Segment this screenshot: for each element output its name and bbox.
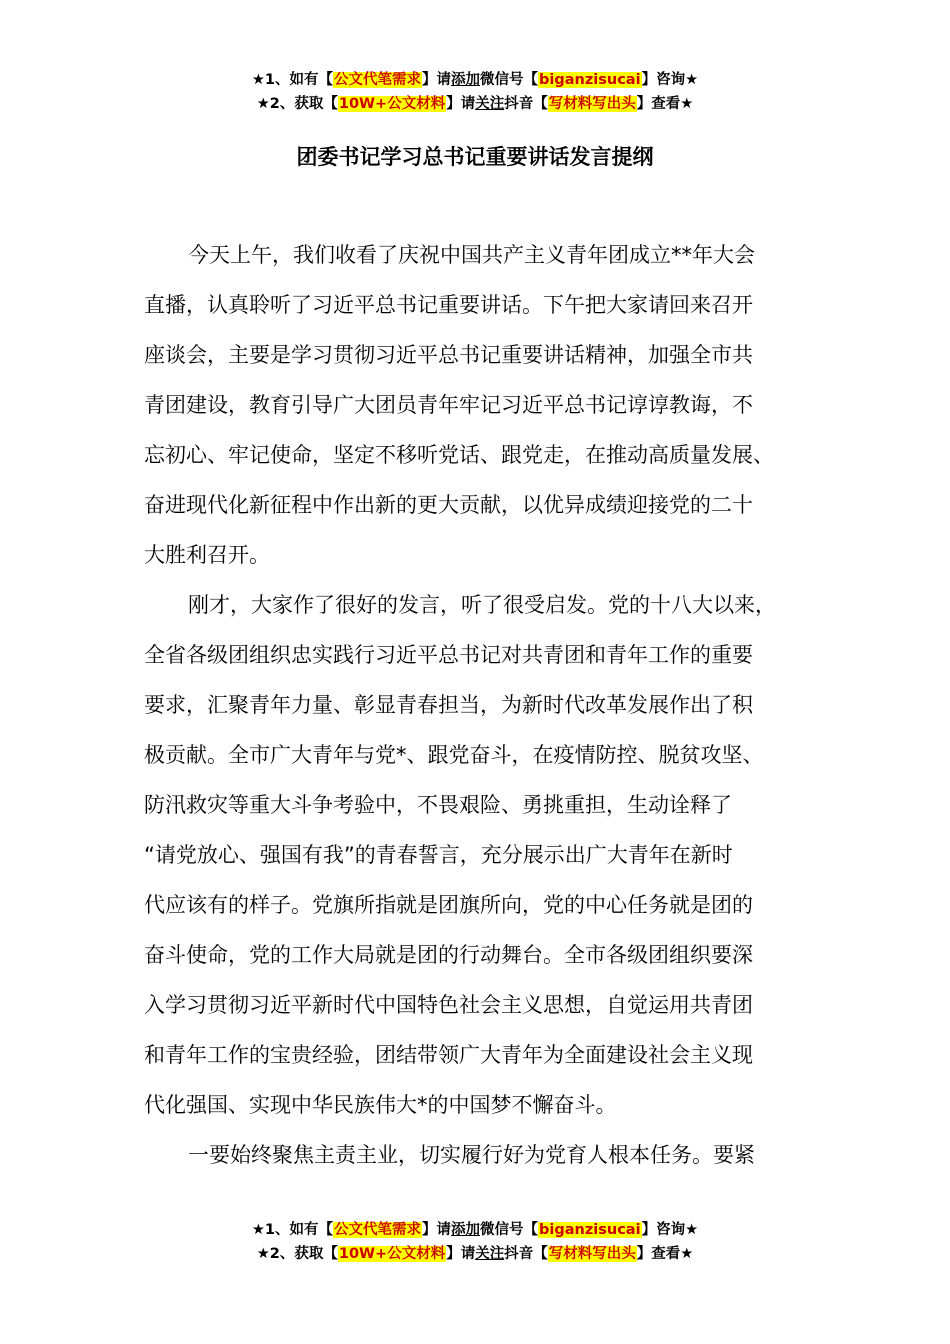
banner-text: 】请 <box>446 96 476 112</box>
banner-text: 】请 <box>446 1246 476 1262</box>
banner-text: 】请 <box>422 1222 452 1238</box>
paragraph-line: 座谈会，主要是学习贯彻习近平总书记重要讲话精神，加强全市共 <box>144 343 753 367</box>
banner-text: ★1、如有【 <box>251 72 334 88</box>
paragraph-line: 代化强国、实现中华民族伟大*的中国梦不懈奋斗。 <box>144 1093 617 1117</box>
paragraph-line: 奋进现代化新征程中作出新的更大贡献，以优异成绩迎接党的二十 <box>144 493 753 517</box>
banner-text: 】咨询★ <box>641 72 699 88</box>
paragraph-line: 刚才，大家作了很好的发言，听了很受启发。党的十八大以来， <box>188 593 776 617</box>
paragraph-line: 要求，汇聚青年力量、彰显青春担当，为新时代改革发展作出了积 <box>144 693 753 717</box>
footer-banner <box>0 1218 950 1266</box>
paragraph-line: 全省各级团组织忠实践行习近平总书记对共青团和青年工作的重要 <box>144 643 753 667</box>
banner-highlight: biganzisucai <box>539 1222 641 1238</box>
footer-banner-line-1 <box>0 1218 950 1242</box>
banner-underlined-text: 关注 <box>475 1246 505 1262</box>
banner-text: 抖音【 <box>504 96 548 112</box>
paragraph-line: 代应该有的样子。党旗所指就是团旗所向，党的中心任务就是团的 <box>144 893 753 917</box>
banner-underlined-text: 添加 <box>451 1222 481 1238</box>
banner-text: 微信号【 <box>480 1222 539 1238</box>
banner-highlight: 10W+公文材料 <box>338 96 446 112</box>
banner-text: ★2、获取【 <box>256 1246 338 1262</box>
paragraph-line: 入学习贯彻习近平新时代中国特色社会主义思想，自觉运用共青团 <box>144 993 753 1017</box>
footer-banner-line-2 <box>0 1242 950 1266</box>
paragraph-line: 青团建设，教育引导广大团员青年牢记习近平总书记谆谆教诲，不 <box>144 393 753 417</box>
banner-text: 】查看★ <box>636 1246 694 1262</box>
banner-text: 微信号【 <box>480 72 539 88</box>
document-title: 团委书记学习总书记重要讲话发言提纲 <box>296 145 654 169</box>
header-banner-line-1 <box>0 68 950 92</box>
paragraph-line: 防汛救灾等重大斗争考验中，不畏艰险、勇挑重担，生动诠释了 <box>144 793 732 817</box>
paragraph-line: 直播，认真聆听了习近平总书记重要讲话。下午把大家请回来召开 <box>144 293 753 317</box>
paragraph-line: 奋斗使命，党的工作大局就是团的行动舞台。全市各级团组织要深 <box>144 943 753 967</box>
banner-highlight: 公文代笔需求 <box>334 72 422 88</box>
header-banner <box>0 68 950 116</box>
paragraph-line: 大胜利召开。 <box>144 543 270 567</box>
banner-highlight: 10W+公文材料 <box>338 1246 446 1262</box>
banner-highlight: 写材料写出头 <box>548 96 636 112</box>
banner-text: 】请 <box>422 72 452 88</box>
paragraph-line: 忘初心、牢记使命，坚定不移听党话、跟党走，在推动高质量发展、 <box>144 443 774 467</box>
banner-text: ★2、获取【 <box>256 96 338 112</box>
banner-highlight: 写材料写出头 <box>548 1246 636 1262</box>
paragraph-line: 一要始终聚焦主责主业，切实履行好为党育人根本任务。要紧 <box>188 1143 755 1167</box>
banner-underlined-text: 关注 <box>475 96 505 112</box>
paragraph-line: 今天上午，我们收看了庆祝中国共产主义青年团成立**年大会 <box>188 243 755 267</box>
header-banner-line-2 <box>0 92 950 116</box>
banner-text: ★1、如有【 <box>251 1222 334 1238</box>
banner-text: 】查看★ <box>636 96 694 112</box>
banner-underlined-text: 添加 <box>451 72 481 88</box>
paragraph-line: 和青年工作的宝贵经验，团结带领广大青年为全面建设社会主义现 <box>144 1043 753 1067</box>
banner-highlight: biganzisucai <box>539 72 641 88</box>
paragraph-line: 极贡献。全市广大青年与党*、跟党奋斗，在疫情防控、脱贫攻坚、 <box>144 743 764 767</box>
banner-text: 】咨询★ <box>641 1222 699 1238</box>
banner-text: 抖音【 <box>504 1246 548 1262</box>
paragraph-line: “请党放心、强国有我”的青春誓言，充分展示出广大青年在新时 <box>144 843 733 867</box>
banner-highlight: 公文代笔需求 <box>334 1222 422 1238</box>
